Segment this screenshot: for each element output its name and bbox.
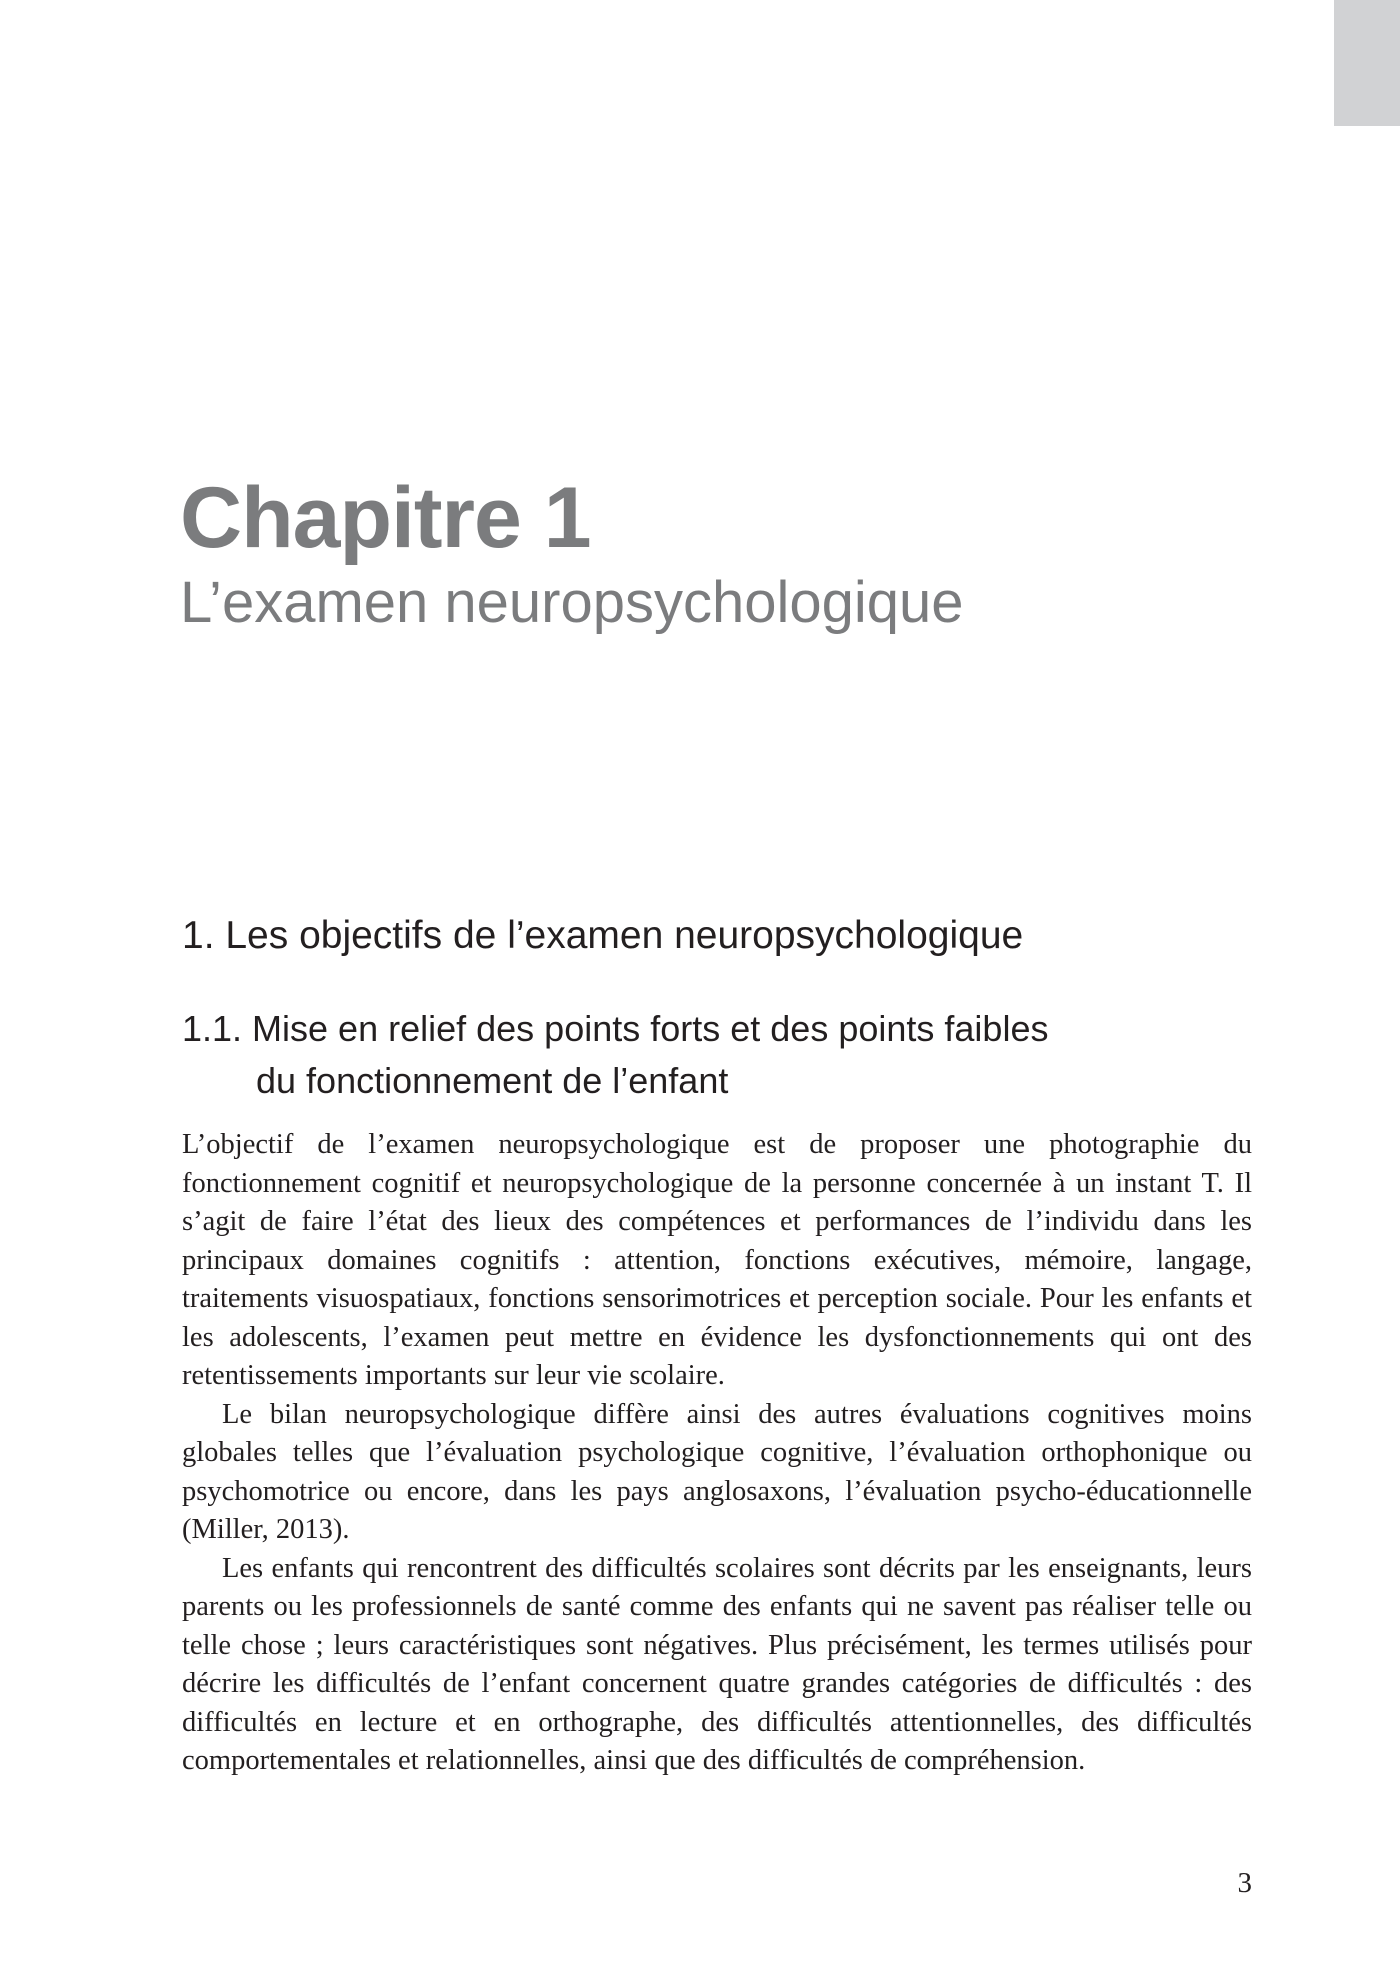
- page-number: 3: [1237, 1867, 1252, 1899]
- paragraph-1: L’objectif de l’examen neuropsychologique est de proposer une photographie du fonctionnement cognitif et neuropsychologique de la personne concernée à un instant T. Il s’agit de faire l’état des lieux des compétences et performances de l’individu dans les principaux domaines cognitifs : attention, fonctions exécutives, mémoire, langage, traitements visuospatiaux, fonctions sensorimotrices et perception sociale. Pour les enfants et les adolescents, l’examen peut mettre en évidence les dysfonctionnements qui ont des retentissements importants sur leur vie scolaire.: [182, 1129, 1252, 1391]
- chapter-title: L’examen neuropsychologique: [180, 570, 964, 635]
- body-text: [182, 1126, 1252, 1781]
- section-heading: 1. Les objectifs de l’examen neuropsychologique: [182, 914, 1024, 957]
- chapter-header: [180, 470, 1280, 638]
- subsection-heading-line-2: du fonctionnement de l’enfant: [256, 1060, 729, 1101]
- paragraph-3: Les enfants qui rencontrent des difficultés scolaires sont décrits par les enseignants, leurs parents ou les professionnels de santé comme des enfants qui ne savent pas réaliser telle ou telle chose ; leurs caractéristiques sont négatives. Plus précisément, les termes utilisés pour décrire les difficultés de l’enfant concernent quatre grandes catégories de difficultés : des difficultés en lecture et en orthographe, des difficultés attentionnelles, des difficultés comportementales et relationnelles, ainsi que des difficultés de compréhension.: [182, 1552, 1252, 1776]
- chapter-thumb-tab: [1334, 0, 1400, 126]
- subsection-heading: [182, 1003, 1182, 1107]
- paragraph-2: Le bilan neuropsychologique diffère ainsi des autres évaluations cognitives moins globales telles que l’évaluation psychologique cognitive, l’évaluation orthophonique ou psychomotrice ou encore, dans les pays anglosaxons, l’évaluation psycho-éducationnelle (Miller, 2013).: [182, 1398, 1252, 1545]
- subsection-heading-line-1: 1.1. Mise en relief des points forts et des points faibles: [182, 1008, 1049, 1049]
- chapter-number: Chapitre 1: [180, 470, 591, 566]
